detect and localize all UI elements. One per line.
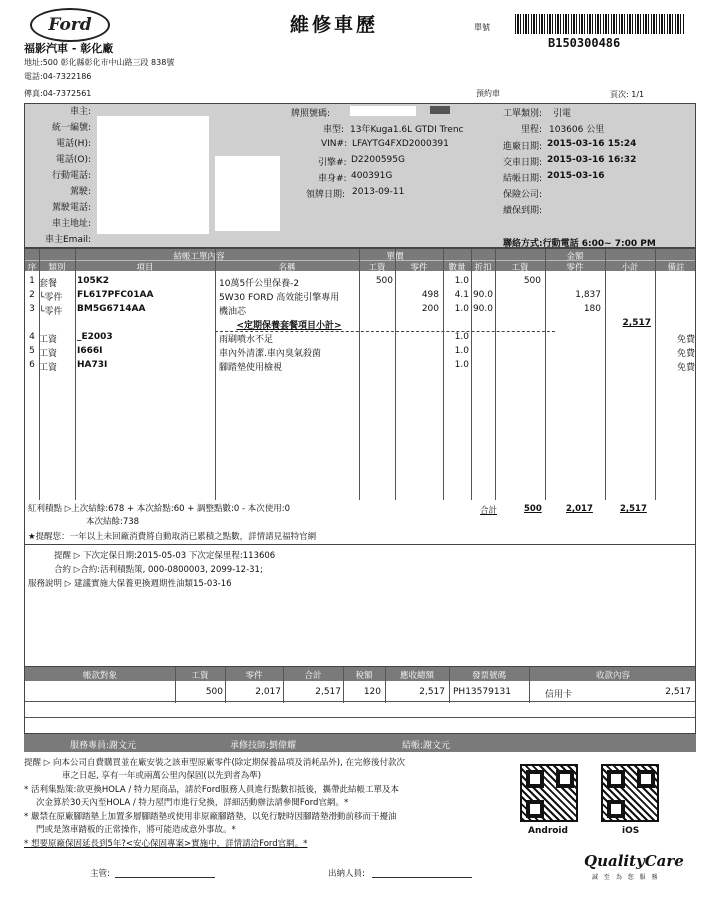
model-value: 13年Kuga1.6L GTDI Trenc <box>350 125 464 135</box>
bill-number: B150300486 <box>548 36 621 50</box>
body-label: 車身#: <box>318 174 347 184</box>
mileage-label: 里程: <box>521 125 543 135</box>
table-cell-note: 免費 <box>676 335 695 345</box>
table-cell-item: BM5G6714AA <box>77 304 146 314</box>
payment-header: 帳款對象 <box>82 671 117 681</box>
table-cell-a_part: 1,837 <box>575 290 601 300</box>
table-cell-item: I666I <box>77 346 103 356</box>
qualitycare-logo: QualityCare <box>584 852 684 870</box>
subtotal-divider <box>215 331 555 332</box>
table-cell-item: 105K2 <box>77 276 110 286</box>
in-date-label: 進廠日期: <box>503 142 543 152</box>
table-cell-labor: 500 <box>375 276 393 286</box>
table-cell-name: 腳踏墊使用檢視 <box>219 363 283 373</box>
android-label: Android <box>528 826 568 836</box>
column-header: 名稱 <box>278 263 296 273</box>
column-header: 項目 <box>136 263 154 273</box>
reservation-label: 預約車 <box>476 89 500 98</box>
customer-label: 行動電話: <box>51 171 91 181</box>
note-mat-2: 門或是煞車踏板的正常操作，將可能造成意外事故。* <box>36 825 236 835</box>
customer-label: 車主地址: <box>51 219 91 229</box>
bill-label: 單號 <box>474 23 490 32</box>
table-cell-cat: 套餐 <box>39 279 58 289</box>
qualitycare-tagline: 誠 至 為 您 服 務 <box>592 874 660 881</box>
table-cell-item: HA73I <box>77 360 108 370</box>
table-cell-part: 200 <box>421 304 439 314</box>
delivery-label: 領牌日期: <box>306 190 346 200</box>
pay-invoice: PH13579131 <box>453 687 512 697</box>
engine-value: D2200595G <box>351 155 405 165</box>
column-header: 工資 <box>368 263 386 273</box>
column-header: 備註 <box>667 263 685 273</box>
insurer-label: 保險公司: <box>503 190 543 200</box>
total-part: 2,017 <box>566 504 593 514</box>
table-cell-cat: 工資 <box>39 349 58 359</box>
payment-header: 收款內容 <box>595 671 630 681</box>
vin-value: LFAYTG4FXD2000391 <box>352 139 449 149</box>
table-cell-no: 6 <box>29 360 35 370</box>
group-header-price: 單價 <box>386 252 404 262</box>
pay-total: 2,517 <box>419 687 445 697</box>
shop-phone: 電話:04-7322186 <box>24 72 92 81</box>
table-cell-qty: 1.0 <box>454 332 469 342</box>
note-extend: * 想要原廠保固延長到5年?<安心保固專案>實施中，詳情請洽Ford官網。* <box>24 839 308 849</box>
shop-address: 地址:500 彰化縣彰化市中山路三段 838號 <box>24 58 175 67</box>
table-cell-no: 2 <box>29 290 35 300</box>
items-table <box>24 248 696 514</box>
table-cell-item: FL617PFC01AA <box>77 290 154 300</box>
pay-tax: 120 <box>363 687 381 697</box>
table-cell-name: 機油芯 <box>219 307 247 317</box>
remark-contract: 合約 ▷合約:活利積點策, 000-0800003, 2099-12-31; <box>54 565 263 575</box>
total-label: 合計 <box>480 506 498 516</box>
payment-header: 工資 <box>191 671 209 681</box>
table-cell-cat: └零件 <box>39 293 63 303</box>
shop-fax: 傳真:04-7372561 <box>24 89 92 98</box>
total-labor: 500 <box>524 504 542 514</box>
table-cell-qty: 4.1 <box>454 290 469 300</box>
column-header: 零件 <box>566 263 584 273</box>
cashier: 結帳:謝文元 <box>402 741 451 751</box>
shop-name: 福影汽車 - 彰化廠 <box>24 42 114 55</box>
pay-amount: 2,517 <box>665 687 691 697</box>
table-cell-cat: 工資 <box>39 335 58 345</box>
table-cell-sub: 2,517 <box>622 318 651 328</box>
payment-header: 合計 <box>304 671 322 681</box>
pay-sum: 2,517 <box>315 687 341 697</box>
table-cell-cat: └零件 <box>39 307 63 317</box>
table-cell-name: 雨刷噴水不足 <box>219 335 274 345</box>
column-header: 折扣 <box>474 263 492 273</box>
output-label: 出納人員: <box>328 869 365 879</box>
body-value: 400391G <box>351 171 393 181</box>
renew-label: 續保到期: <box>503 206 543 216</box>
vin-label: VIN#: <box>321 139 348 149</box>
pay-labor: 500 <box>205 687 223 697</box>
customer-label: 駕駛電話: <box>51 203 91 213</box>
column-header: 零件 <box>410 263 428 273</box>
column-header: 數量 <box>448 263 466 273</box>
out-date-label: 交車日期: <box>503 158 543 168</box>
note-warranty-2: 車之日起, 享有一年或兩萬公里內保固(以先到者為準) <box>62 771 262 781</box>
table-cell-qty: 1.0 <box>454 304 469 314</box>
engine-label: 引擎#: <box>318 158 347 168</box>
vehicle-info-box <box>24 103 696 248</box>
payment-header: 發票號碼 <box>471 671 506 681</box>
table-cell-qty: 1.0 <box>454 346 469 356</box>
note-points-2: 次金算於30天內至HOLA / 特力屋門市進行兌換，詳細活動辦法請參閱Ford官網。* <box>36 798 349 808</box>
table-cell-qty: 1.0 <box>454 360 469 370</box>
out-date-value: 2015-03-16 16:32 <box>547 155 637 165</box>
column-header: 類別 <box>48 263 66 273</box>
table-cell-part: 498 <box>421 290 439 300</box>
barcode-icon <box>515 14 685 34</box>
payment-header: 應收總額 <box>399 671 434 681</box>
column-header: 小計 <box>621 263 639 273</box>
ios-label: iOS <box>622 826 640 836</box>
table-cell-no: 4 <box>29 332 35 342</box>
table-cell-disc: 90.0 <box>472 304 493 314</box>
reminder-text: ★提醒您：一年以上未回廠消費將自動取消已累積之點數，詳情請見福特官網 <box>28 532 317 542</box>
plate-label: 牌照號碼: <box>291 109 331 119</box>
note-mat: * 嚴禁在原廠腳踏墊上加置多層腳踏墊或使用非原廠腳踏墊，以免行駛時因腳踏墊滑動前移而干擾油 <box>24 812 397 822</box>
table-cell-note: 免費 <box>676 363 695 373</box>
customer-label: 駕駛: <box>69 187 91 197</box>
close-date-label: 結帳日期: <box>503 174 543 184</box>
note-points: * 活利集點策:欲更換HOLA / 特力屋商品，請於Ford服務人員進行點數扣抵後，攜帶此結帳工單及本 <box>24 785 399 795</box>
table-cell-name: <定期保養套餐項目小計> <box>236 321 342 331</box>
table-cell-cat: 工資 <box>39 363 58 373</box>
remark-next-service: 提醒 ▷ 下次定保日期:2015-05-03 下次定保里程:113606 <box>54 551 276 561</box>
customer-label: 車主: <box>69 107 91 117</box>
adviser: 服務專員:謝文元 <box>70 741 137 751</box>
points-line: 紅利積點 ▷上次結餘:678 + 本次給點:60 + 調整點數:0 - 本次使用:0 <box>28 504 291 514</box>
table-cell-no: 3 <box>29 304 35 314</box>
job-type-value: 引電 <box>553 109 572 119</box>
column-header: 序 <box>27 263 37 273</box>
points-balance: 本次結餘:738 <box>86 517 140 527</box>
note-warranty: 提醒 ▷ 向本公司自費購買並在廠安裝之該車型原廠零件(除定期保養品項及消耗品外), 在完修後付款次 <box>24 758 405 768</box>
table-cell-note: 免費 <box>676 349 695 359</box>
mileage-value: 103606 公里 <box>549 125 605 135</box>
table-cell-qty: 1.0 <box>454 276 469 286</box>
ios-qr-icon <box>601 764 659 822</box>
job-type-label: 工單類別: <box>503 109 543 119</box>
contact-method: 聯絡方式:行動電話 6:00~ 7:00 PM <box>503 239 656 249</box>
total-sub: 2,517 <box>620 504 647 514</box>
technician: 承修技師:劉偉耀 <box>230 741 297 751</box>
in-date-value: 2015-03-16 15:24 <box>547 139 637 149</box>
remark-service: 服務說明 ▷ 建議實施大保養更換週期性油類15-03-16 <box>28 579 232 589</box>
pay-part: 2,017 <box>255 687 281 697</box>
column-header: 工資 <box>511 263 529 273</box>
delivery-value: 2013-09-11 <box>352 187 405 197</box>
supervisor-label: 主管: <box>90 869 110 879</box>
page-number: 頁次: 1/1 <box>610 90 645 99</box>
payment-table <box>24 666 696 734</box>
customer-label: 車主Email: <box>44 235 91 245</box>
customer-label: 統一編號: <box>51 123 91 133</box>
model-label: 車型: <box>323 125 345 135</box>
android-qr-icon <box>520 764 578 822</box>
table-cell-name: 5W30 FORD 高效能引擎專用 <box>219 293 340 303</box>
group-header-content: 結帳工單內容 <box>173 252 225 262</box>
table-cell-a_labor: 500 <box>523 276 541 286</box>
close-date-value: 2015-03-16 <box>547 171 605 181</box>
table-cell-item: _E2003 <box>77 332 113 342</box>
table-cell-disc: 90.0 <box>472 290 493 300</box>
pay-method: 信用卡 <box>545 690 573 700</box>
ford-logo: Ford <box>30 8 110 42</box>
table-cell-a_part: 180 <box>583 304 601 314</box>
payment-header: 稅額 <box>355 671 373 681</box>
group-header-amount: 金額 <box>566 252 584 262</box>
payment-header: 零件 <box>245 671 263 681</box>
customer-label: 電話(O): <box>55 155 91 165</box>
table-cell-no: 1 <box>29 276 35 286</box>
table-cell-name: 車內外清潔.車內臭氣殺菌 <box>219 349 321 359</box>
page-title: 維修車歷 <box>290 14 379 36</box>
table-cell-no: 5 <box>29 346 35 356</box>
customer-label: 電話(H): <box>56 139 91 149</box>
table-cell-name: 10萬5仟公里保養-2 <box>219 279 300 289</box>
